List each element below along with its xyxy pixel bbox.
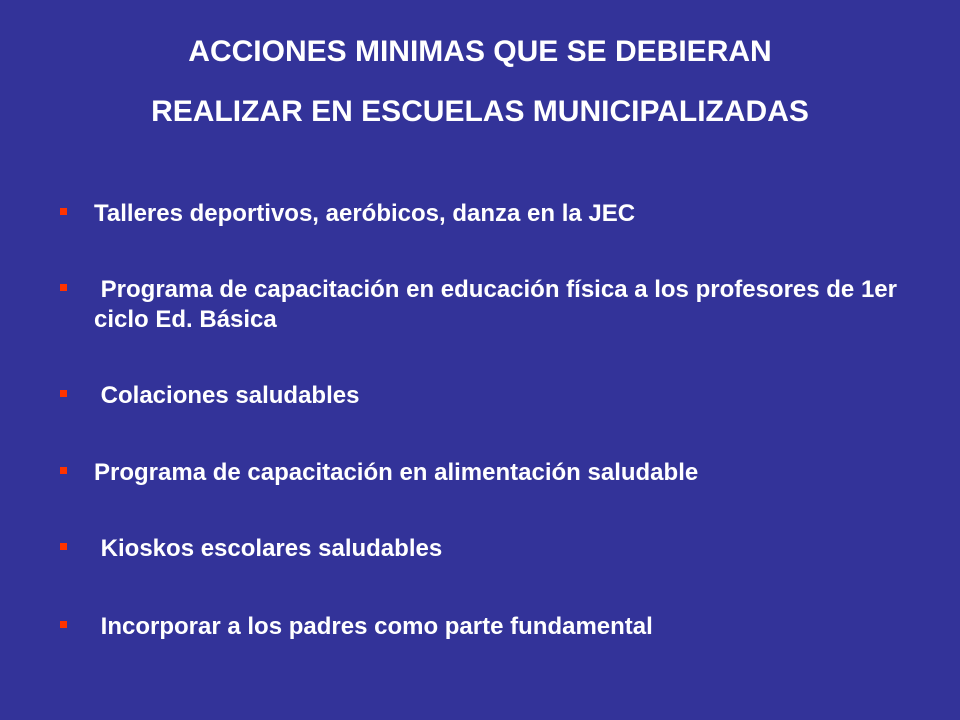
title-line-2: REALIZAR EN ESCUELAS MUNICIPALIZADAS — [151, 95, 809, 128]
bullet-item — [60, 534, 920, 564]
square-bullet-icon — [60, 621, 67, 628]
bullet-item — [60, 275, 920, 335]
bullet-item — [60, 612, 920, 642]
bullet-text: Incorporar a los padres como parte fundamental — [94, 613, 653, 640]
square-bullet-icon — [60, 284, 67, 291]
bullet-text: Programa de capacitación en alimentación saludable — [94, 459, 699, 486]
square-bullet-icon — [60, 390, 67, 397]
bullet-text: Programa de capacitación en educación física a los profesores de 1er ciclo Ed. Básica — [94, 276, 904, 333]
bullet-item — [60, 381, 920, 411]
square-bullet-icon — [60, 208, 67, 215]
bullet-item — [60, 199, 920, 229]
square-bullet-icon — [60, 467, 67, 474]
bullet-text: Talleres deportivos, aeróbicos, danza en la JEC — [94, 200, 636, 227]
bullet-text: Kioskos escolares saludables — [94, 535, 443, 562]
title-line-1: ACCIONES MINIMAS QUE SE DEBIERAN — [188, 35, 772, 68]
square-bullet-icon — [60, 543, 67, 550]
bullet-text: Colaciones saludables — [94, 382, 360, 409]
bullet-item — [60, 458, 920, 488]
